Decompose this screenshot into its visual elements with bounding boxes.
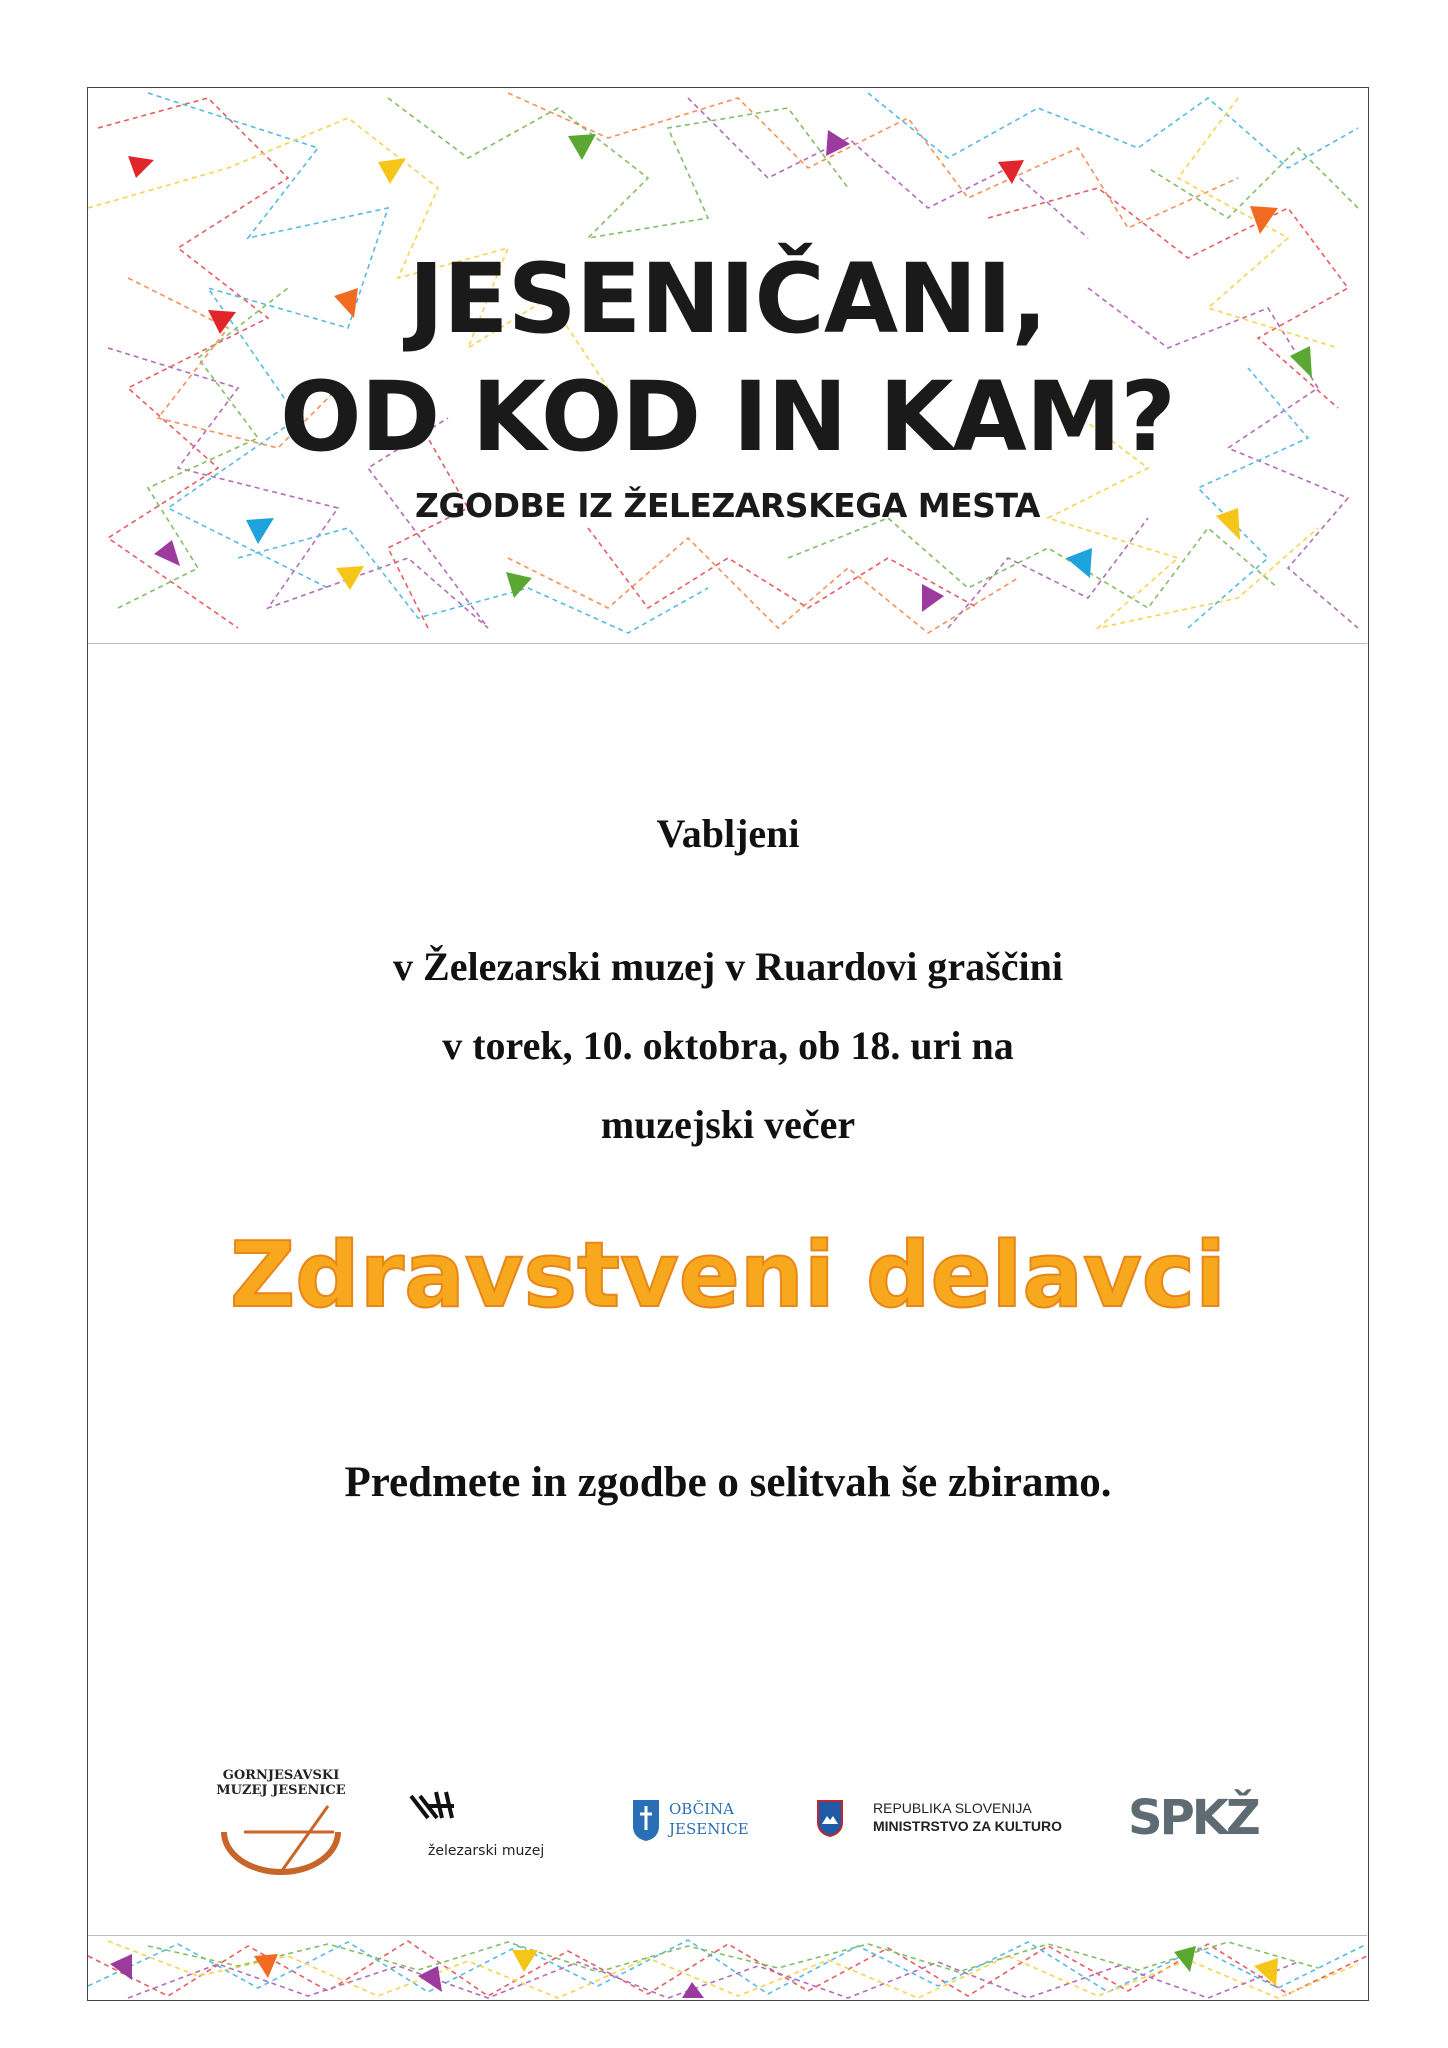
closing-note: Predmete in zgodbe o selitvah še zbiramo. bbox=[344, 1459, 1112, 1506]
obcina-logo-line2: JESENICE bbox=[669, 1820, 749, 1838]
invitation-greeting: Vabljeni bbox=[656, 811, 800, 856]
obcina-logo-line1: OBČINA bbox=[669, 1800, 734, 1818]
gornjesavski-muzej-logo bbox=[216, 1768, 346, 1888]
banner-title-line1: JESENIČANI, bbox=[408, 243, 1047, 355]
spkz-logo bbox=[1128, 1790, 1258, 1850]
jesenice-coat-of-arms-icon bbox=[631, 1798, 661, 1842]
sundial-emblem-icon bbox=[216, 1802, 346, 1882]
event-headline: Zdravstveni delavci bbox=[230, 1223, 1226, 1328]
invitation-location: v Železarski muzej v Ruardovi graščini bbox=[393, 944, 1063, 989]
ministry-logo-line1: REPUBLIKA SLOVENIJA bbox=[873, 1800, 1032, 1816]
invitation-date-time: v torek, 10. oktobra, ob 18. uri na bbox=[442, 1023, 1014, 1068]
footer-dashed-pattern bbox=[88, 1936, 1367, 2000]
ministry-of-culture-logo bbox=[815, 1798, 1075, 1848]
slovenia-coat-of-arms-icon bbox=[815, 1798, 845, 1838]
invitation-event-type: muzejski večer bbox=[600, 1102, 856, 1147]
gornjesavski-logo-line2: MUZEJ JESENICE bbox=[216, 1783, 346, 1798]
spkz-logo-text: SPKŽ bbox=[1128, 1790, 1258, 1846]
header-banner bbox=[88, 88, 1367, 644]
banner-title-line2: OD KOD IN KAM? bbox=[280, 361, 1175, 473]
banner-subtitle: ZGODBE IZ ŽELEZARSKEGA MESTA bbox=[415, 486, 1040, 525]
footer-strip bbox=[88, 1935, 1367, 2000]
obcina-jesenice-logo bbox=[631, 1798, 761, 1848]
zelezarski-logo-text: železarski muzej bbox=[428, 1843, 545, 1859]
zelezarski-muzej-logo bbox=[406, 1788, 546, 1878]
gornjesavski-logo-line1: GORNJESAVSKI bbox=[222, 1768, 340, 1783]
poster-frame bbox=[87, 87, 1369, 2001]
sponsor-logos bbox=[88, 1768, 1368, 1888]
ironworks-emblem-icon bbox=[406, 1788, 476, 1828]
ministry-logo-line2: MINISTRSTVO ZA KULTURO bbox=[873, 1818, 1062, 1834]
footer-triangles bbox=[110, 1946, 1278, 1998]
